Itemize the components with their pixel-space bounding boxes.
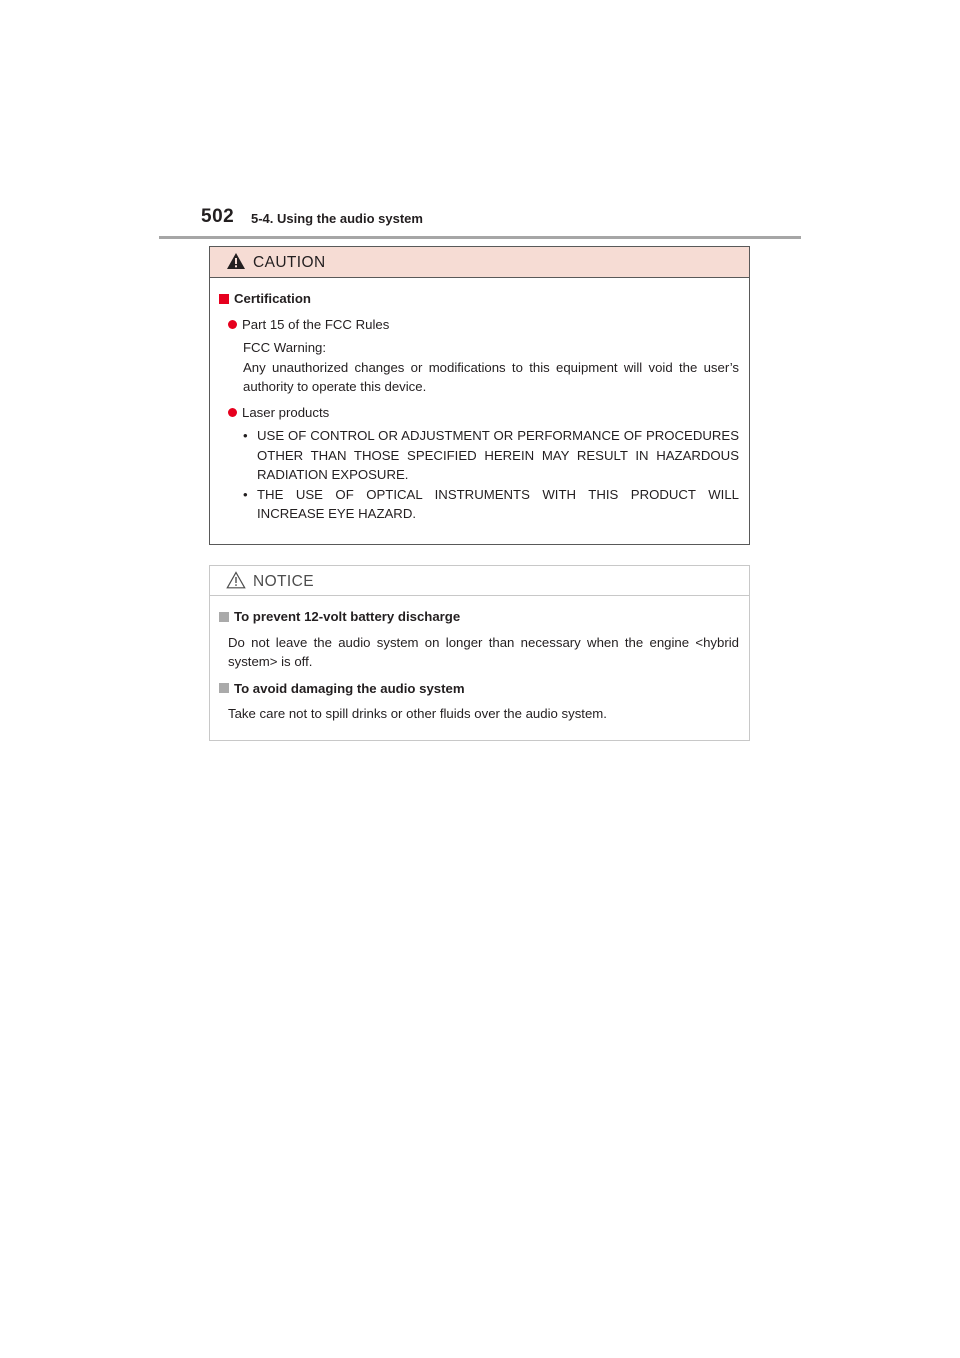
notice-heading-text: To avoid damaging the audio system xyxy=(234,680,465,696)
gray-square-icon xyxy=(219,683,229,693)
sub-bullet: • xyxy=(243,428,248,443)
warning-triangle-filled-icon xyxy=(226,252,246,270)
fcc-warning-text: Any unauthorized changes or modifications to this equipment will void the user’s authority to operate this device. xyxy=(243,359,739,394)
notice-paragraph: Take care not to spill drinks or other fluids over the audio system. xyxy=(228,706,607,721)
laser-sub-list xyxy=(243,426,739,524)
sub-list-item xyxy=(243,426,739,485)
notice-box xyxy=(209,565,750,741)
item-label: Part 15 of the FCC Rules xyxy=(242,316,390,332)
section-title: 5-4. Using the audio system xyxy=(251,211,423,226)
sub-item-text: USE OF CONTROL OR ADJUSTMENT OR PERFORMANCE OF PROCEDURES OTHER THAN THOSE SPECIFIED HEREIN MAY RESULT IN HAZARDOUS RADIATION EXPOSURE. xyxy=(257,428,739,482)
red-bullet-icon xyxy=(228,320,237,329)
notice-paragraph: Do not leave the audio system on longer than necessary when the engine <hybrid system> is off. xyxy=(228,634,739,669)
caution-header xyxy=(210,247,749,278)
fcc-warning-label: FCC Warning: xyxy=(243,340,327,355)
sub-item-text: THE USE OF OPTICAL INSTRUMENTS WITH THIS PRODUCT WILL INCREASE EYE HAZARD. xyxy=(257,486,739,521)
notice-heading xyxy=(219,607,739,627)
caution-box xyxy=(209,246,750,545)
caution-heading xyxy=(219,289,739,309)
red-square-icon xyxy=(219,294,229,304)
caution-title: CAUTION xyxy=(253,254,326,271)
list-item xyxy=(228,403,739,423)
notice-header xyxy=(210,566,749,596)
notice-body xyxy=(210,596,749,724)
page-number: 502 xyxy=(201,206,235,227)
notice-heading xyxy=(219,679,739,699)
warning-triangle-outline-icon xyxy=(226,571,246,589)
sub-bullet: • xyxy=(243,486,248,502)
notice-title: NOTICE xyxy=(253,573,314,590)
caution-body xyxy=(210,278,749,524)
item-label: Laser products xyxy=(242,404,330,420)
notice-heading-text: To prevent 12-volt battery discharge xyxy=(234,609,461,624)
caution-heading-text: Certification xyxy=(234,291,311,306)
page-header xyxy=(159,200,801,239)
red-bullet-icon xyxy=(228,408,237,417)
gray-square-icon xyxy=(219,612,229,622)
list-item xyxy=(228,315,739,335)
sub-list-item xyxy=(243,485,739,524)
